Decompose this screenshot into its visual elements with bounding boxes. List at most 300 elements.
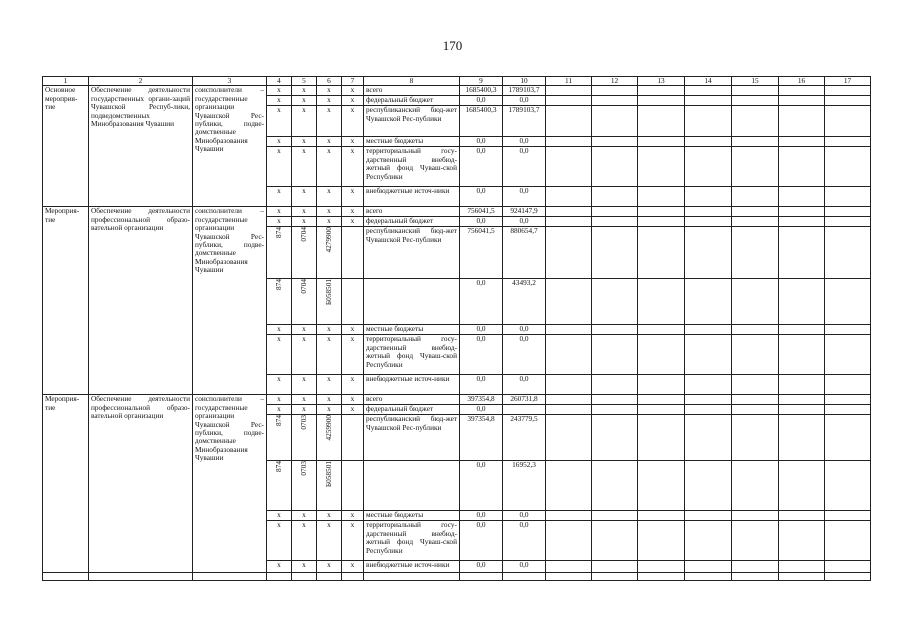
empty-cell (685, 86, 732, 96)
code-cell: x (317, 207, 342, 217)
code-cell: x (342, 335, 364, 375)
empty-cell (546, 96, 592, 106)
budget-code: 0703 (298, 461, 308, 476)
code-cell: x (292, 147, 317, 187)
amount-cell: 0,0 (460, 375, 503, 395)
amount-cell: 0,0 (460, 147, 503, 187)
empty-cell (546, 405, 592, 415)
empty-cell (779, 137, 825, 147)
code-cell: x (342, 187, 364, 207)
amount-cell (503, 405, 546, 415)
empty-cell (779, 395, 825, 405)
empty-cell (546, 561, 592, 581)
empty-cell (546, 279, 592, 325)
header-row (43, 77, 871, 86)
empty-cell (685, 137, 732, 147)
source-cell: территориальный госу-дарственный внебюд-жетный фонд Чуваш-ской Республики (364, 521, 460, 561)
code-cell: x (292, 395, 317, 405)
empty-cell (546, 217, 592, 227)
amount-cell: 0,0 (460, 96, 503, 106)
empty-cell (732, 106, 779, 137)
column-number: 4 (267, 77, 292, 86)
code-cell (342, 227, 364, 279)
empty-cell (732, 325, 779, 335)
column-number: 17 (825, 77, 871, 86)
empty-cell (779, 405, 825, 415)
empty-cell (825, 187, 871, 207)
amount-cell: 0,0 (503, 511, 546, 521)
empty-cell (732, 511, 779, 521)
empty-cell (546, 187, 592, 207)
amount-cell: 0,0 (460, 187, 503, 207)
budget-code-cell (292, 279, 317, 325)
code-cell: x (342, 86, 364, 96)
empty-cell (732, 147, 779, 187)
source-cell: местные бюджеты (364, 511, 460, 521)
column-number: 14 (685, 77, 732, 86)
empty-cell (638, 96, 685, 106)
amount-cell: 0,0 (460, 521, 503, 561)
code-cell: x (292, 207, 317, 217)
empty-cell (546, 325, 592, 335)
code-cell: x (267, 106, 292, 137)
amount-cell: 0,0 (503, 187, 546, 207)
code-cell (342, 415, 364, 461)
code-cell: x (267, 86, 292, 96)
empty-cell (779, 227, 825, 279)
empty-cell (685, 405, 732, 415)
code-cell: x (317, 325, 342, 335)
empty-cell (638, 325, 685, 335)
amount-cell: 756041,5 (460, 227, 503, 279)
empty-cell (546, 461, 592, 511)
empty-cell (592, 147, 638, 187)
empty-cell (779, 217, 825, 227)
budget-code: 874 (273, 415, 283, 427)
empty-cell (779, 375, 825, 395)
empty-cell (732, 187, 779, 207)
event-type-cell: Мероприя-тие (43, 395, 89, 581)
column-number: 5 (292, 77, 317, 86)
empty-cell (685, 335, 732, 375)
amount-cell: 0,0 (460, 335, 503, 375)
executor-cell: соисполнители – государственные организации Чувашской Рес-публики, подве-домственные Минобразования Чувашии (193, 395, 267, 581)
column-number: 6 (317, 77, 342, 86)
budget-code-cell (317, 227, 342, 279)
amount-cell: 0,0 (460, 279, 503, 325)
empty-cell (779, 106, 825, 137)
code-cell: x (342, 106, 364, 137)
amount-cell: 0,0 (503, 325, 546, 335)
empty-cell (732, 137, 779, 147)
empty-cell (732, 96, 779, 106)
budget-code: 0703 (298, 415, 308, 430)
empty-cell (638, 511, 685, 521)
column-number: 15 (732, 77, 779, 86)
empty-cell (546, 395, 592, 405)
empty-cell (685, 415, 732, 461)
source-cell: республиканский бюд-жет Чувашской Рес-публики (364, 415, 460, 461)
empty-cell (592, 96, 638, 106)
amount-cell: 0,0 (503, 521, 546, 561)
source-cell: территориальный госу-дарственный внебюд-жетный фонд Чуваш-ской Республики (364, 147, 460, 187)
empty-cell (546, 335, 592, 375)
empty-cell (779, 561, 825, 581)
code-cell: x (342, 375, 364, 395)
empty-cell (732, 521, 779, 561)
column-number: 7 (342, 77, 364, 86)
code-cell: x (292, 187, 317, 207)
amount-cell: 756041,5 (460, 207, 503, 217)
source-cell: федеральный бюджет (364, 405, 460, 415)
amount-cell: 243779,5 (503, 415, 546, 461)
budget-code-cell (317, 279, 342, 325)
budget-table (42, 76, 871, 581)
empty-cell (638, 227, 685, 279)
empty-cell (825, 521, 871, 561)
code-cell: x (342, 521, 364, 561)
column-number: 11 (546, 77, 592, 86)
source-cell: внебюджетные источ-ники (364, 561, 460, 581)
event-type-cell: Основное мероприя-тие (43, 86, 89, 207)
empty-cell (546, 106, 592, 137)
empty-cell (732, 561, 779, 581)
empty-cell (685, 279, 732, 325)
empty-cell (685, 217, 732, 227)
code-cell: x (267, 137, 292, 147)
empty-cell (779, 187, 825, 207)
empty-cell (779, 96, 825, 106)
code-cell: x (317, 217, 342, 227)
source-cell (364, 461, 460, 511)
code-cell: x (292, 96, 317, 106)
event-name-cell: Обеспечение деятельности государственных органи-заций Чувашской Респуб-лики, подведомственных Минобразования Чувашии (89, 86, 193, 207)
empty-cell (825, 335, 871, 375)
empty-cell (592, 521, 638, 561)
empty-cell (732, 207, 779, 217)
empty-cell (779, 335, 825, 375)
empty-cell (825, 86, 871, 96)
amount-cell: 43493,2 (503, 279, 546, 325)
code-cell: x (342, 405, 364, 415)
source-cell (364, 279, 460, 325)
code-cell: x (317, 521, 342, 561)
empty-cell (732, 217, 779, 227)
budget-code: 874 (273, 461, 283, 473)
empty-cell (546, 227, 592, 279)
amount-cell: 0,0 (503, 335, 546, 375)
empty-cell (638, 415, 685, 461)
column-number: 1 (43, 77, 89, 86)
empty-cell (592, 227, 638, 279)
code-cell: x (292, 521, 317, 561)
empty-cell (592, 325, 638, 335)
empty-cell (592, 335, 638, 375)
empty-cell (732, 375, 779, 395)
empty-cell (732, 415, 779, 461)
table-row (43, 395, 871, 405)
empty-cell (779, 86, 825, 96)
empty-cell (638, 395, 685, 405)
empty-cell (638, 279, 685, 325)
empty-cell (638, 137, 685, 147)
budget-code: Б058501 (323, 461, 333, 488)
source-cell: местные бюджеты (364, 137, 460, 147)
empty-cell (685, 325, 732, 335)
empty-cell (732, 395, 779, 405)
budget-code-cell (267, 461, 292, 511)
column-number: 10 (503, 77, 546, 86)
budget-code: 4279900 (323, 227, 333, 253)
empty-cell (732, 335, 779, 375)
code-cell: x (267, 217, 292, 227)
event-name-cell: Обеспечение деятельности профессиональной образо-вательной организации (89, 207, 193, 395)
empty-cell (732, 227, 779, 279)
empty-cell (546, 521, 592, 561)
empty-cell (825, 147, 871, 187)
budget-code-cell (267, 415, 292, 461)
amount-cell: 397354,8 (460, 395, 503, 405)
source-cell: местные бюджеты (364, 325, 460, 335)
empty-cell (685, 96, 732, 106)
empty-cell (638, 335, 685, 375)
amount-cell: 397354,8 (460, 415, 503, 461)
amount-cell: 0,0 (460, 217, 503, 227)
empty-cell (825, 207, 871, 217)
amount-cell: 0,0 (503, 96, 546, 106)
table-bottom-rule (42, 572, 870, 573)
amount-cell: 0,0 (460, 325, 503, 335)
empty-cell (779, 147, 825, 187)
empty-cell (638, 561, 685, 581)
empty-cell (825, 227, 871, 279)
amount-cell: 16952,3 (503, 461, 546, 511)
column-number: 8 (364, 77, 460, 86)
budget-code-cell (317, 461, 342, 511)
empty-cell (825, 461, 871, 511)
amount-cell: 0,0 (503, 561, 546, 581)
amount-cell: 880654,7 (503, 227, 546, 279)
code-cell: x (267, 147, 292, 187)
empty-cell (546, 415, 592, 461)
budget-code: 874 (273, 227, 283, 239)
empty-cell (732, 405, 779, 415)
amount-cell: 0,0 (460, 137, 503, 147)
empty-cell (592, 86, 638, 96)
source-cell: всего (364, 395, 460, 405)
source-cell: всего (364, 86, 460, 96)
empty-cell (825, 96, 871, 106)
event-type-cell: Мероприя-тие (43, 207, 89, 395)
empty-cell (638, 217, 685, 227)
empty-cell (825, 279, 871, 325)
empty-cell (546, 86, 592, 96)
empty-cell (592, 137, 638, 147)
empty-cell (685, 521, 732, 561)
event-name-cell: Обеспечение деятельности профессиональной образо-вательной организации (89, 395, 193, 581)
code-cell: x (317, 96, 342, 106)
empty-cell (638, 187, 685, 207)
code-cell: x (317, 375, 342, 395)
empty-cell (825, 415, 871, 461)
amount-cell: 924147,9 (503, 207, 546, 217)
empty-cell (825, 375, 871, 395)
code-cell: x (342, 217, 364, 227)
code-cell: x (292, 325, 317, 335)
code-cell: x (342, 207, 364, 217)
empty-cell (685, 395, 732, 405)
empty-cell (592, 375, 638, 395)
empty-cell (685, 461, 732, 511)
empty-cell (685, 375, 732, 395)
empty-cell (825, 395, 871, 405)
code-cell: x (292, 375, 317, 395)
amount-cell: 0,0 (503, 147, 546, 187)
budget-code: Б058501 (323, 279, 333, 306)
empty-cell (685, 207, 732, 217)
empty-cell (732, 461, 779, 511)
amount-cell: 0,0 (503, 375, 546, 395)
code-cell: x (317, 106, 342, 137)
empty-cell (638, 405, 685, 415)
budget-code: 0704 (298, 227, 308, 242)
amount-cell: 0,0 (460, 405, 503, 415)
code-cell: x (317, 511, 342, 521)
budget-code-cell (267, 227, 292, 279)
empty-cell (638, 147, 685, 187)
source-cell: федеральный бюджет (364, 96, 460, 106)
table-row (43, 86, 871, 96)
column-number: 13 (638, 77, 685, 86)
empty-cell (825, 405, 871, 415)
code-cell: x (267, 511, 292, 521)
code-cell: x (267, 395, 292, 405)
empty-cell (825, 106, 871, 137)
source-cell: всего (364, 207, 460, 217)
amount-cell: 0,0 (460, 511, 503, 521)
empty-cell (592, 405, 638, 415)
source-cell: территориальный госу-дарственный внебюд-жетный фонд Чуваш-ской Республики (364, 335, 460, 375)
amount-cell: 1789103,7 (503, 86, 546, 96)
budget-code-cell (292, 227, 317, 279)
code-cell: x (317, 187, 342, 207)
code-cell: x (267, 405, 292, 415)
code-cell: x (342, 137, 364, 147)
source-cell: внебюджетные источ-ники (364, 187, 460, 207)
code-cell: x (342, 147, 364, 187)
budget-code-cell (292, 415, 317, 461)
empty-cell (592, 511, 638, 521)
empty-cell (638, 106, 685, 137)
empty-cell (638, 86, 685, 96)
amount-cell: 1789103,7 (503, 106, 546, 137)
code-cell: x (267, 325, 292, 335)
empty-cell (779, 415, 825, 461)
column-number: 3 (193, 77, 267, 86)
empty-cell (592, 561, 638, 581)
empty-cell (592, 207, 638, 217)
budget-code: 0704 (298, 279, 308, 294)
amount-cell: 260731,8 (503, 395, 546, 405)
code-cell: x (342, 561, 364, 581)
amount-cell: 1685400,3 (460, 86, 503, 96)
empty-cell (779, 207, 825, 217)
empty-cell (685, 511, 732, 521)
code-cell (342, 279, 364, 325)
empty-cell (685, 187, 732, 207)
source-cell: внебюджетные источ-ники (364, 375, 460, 395)
code-cell: x (317, 86, 342, 96)
empty-cell (825, 561, 871, 581)
empty-cell (685, 106, 732, 137)
amount-cell: 0,0 (503, 217, 546, 227)
amount-cell: 0,0 (460, 561, 503, 581)
executor-cell: соисполнители – государственные организации Чувашской Рес-публики, подве-домственные Минобразования Чувашии (193, 86, 267, 207)
empty-cell (546, 147, 592, 187)
empty-cell (546, 207, 592, 217)
code-cell: x (317, 335, 342, 375)
code-cell: x (267, 521, 292, 561)
code-cell: x (292, 561, 317, 581)
code-cell: x (317, 395, 342, 405)
code-cell: x (342, 96, 364, 106)
column-number: 12 (592, 77, 638, 86)
empty-cell (825, 217, 871, 227)
code-cell: x (267, 335, 292, 375)
code-cell: x (342, 325, 364, 335)
code-cell: x (292, 86, 317, 96)
budget-code-cell (317, 415, 342, 461)
table-row (43, 207, 871, 217)
empty-cell (779, 279, 825, 325)
amount-cell: 1685400,3 (460, 106, 503, 137)
empty-cell (825, 325, 871, 335)
empty-cell (779, 511, 825, 521)
empty-cell (592, 217, 638, 227)
empty-cell (638, 521, 685, 561)
empty-cell (779, 521, 825, 561)
code-cell: x (267, 561, 292, 581)
empty-cell (638, 461, 685, 511)
executor-cell: соисполнители – государственные организации Чувашской Рес-публики, подве-домственные Минобразования Чувашии (193, 207, 267, 395)
code-cell: x (342, 511, 364, 521)
empty-cell (685, 561, 732, 581)
empty-cell (592, 415, 638, 461)
code-cell: x (267, 96, 292, 106)
code-cell: x (292, 106, 317, 137)
code-cell: x (267, 375, 292, 395)
code-cell: x (292, 137, 317, 147)
empty-cell (546, 511, 592, 521)
amount-cell: 0,0 (503, 137, 546, 147)
column-number: 16 (779, 77, 825, 86)
empty-cell (685, 147, 732, 187)
code-cell: x (292, 511, 317, 521)
source-cell: республиканский бюд-жет Чувашской Рес-публики (364, 227, 460, 279)
budget-code-cell (292, 461, 317, 511)
code-cell (342, 461, 364, 511)
column-number: 2 (89, 77, 193, 86)
amount-cell: 0,0 (460, 461, 503, 511)
empty-cell (779, 461, 825, 511)
empty-cell (779, 325, 825, 335)
empty-cell (592, 106, 638, 137)
code-cell: x (317, 147, 342, 187)
empty-cell (546, 137, 592, 147)
page-number: 170 (442, 38, 463, 53)
empty-cell (592, 461, 638, 511)
empty-cell (592, 187, 638, 207)
